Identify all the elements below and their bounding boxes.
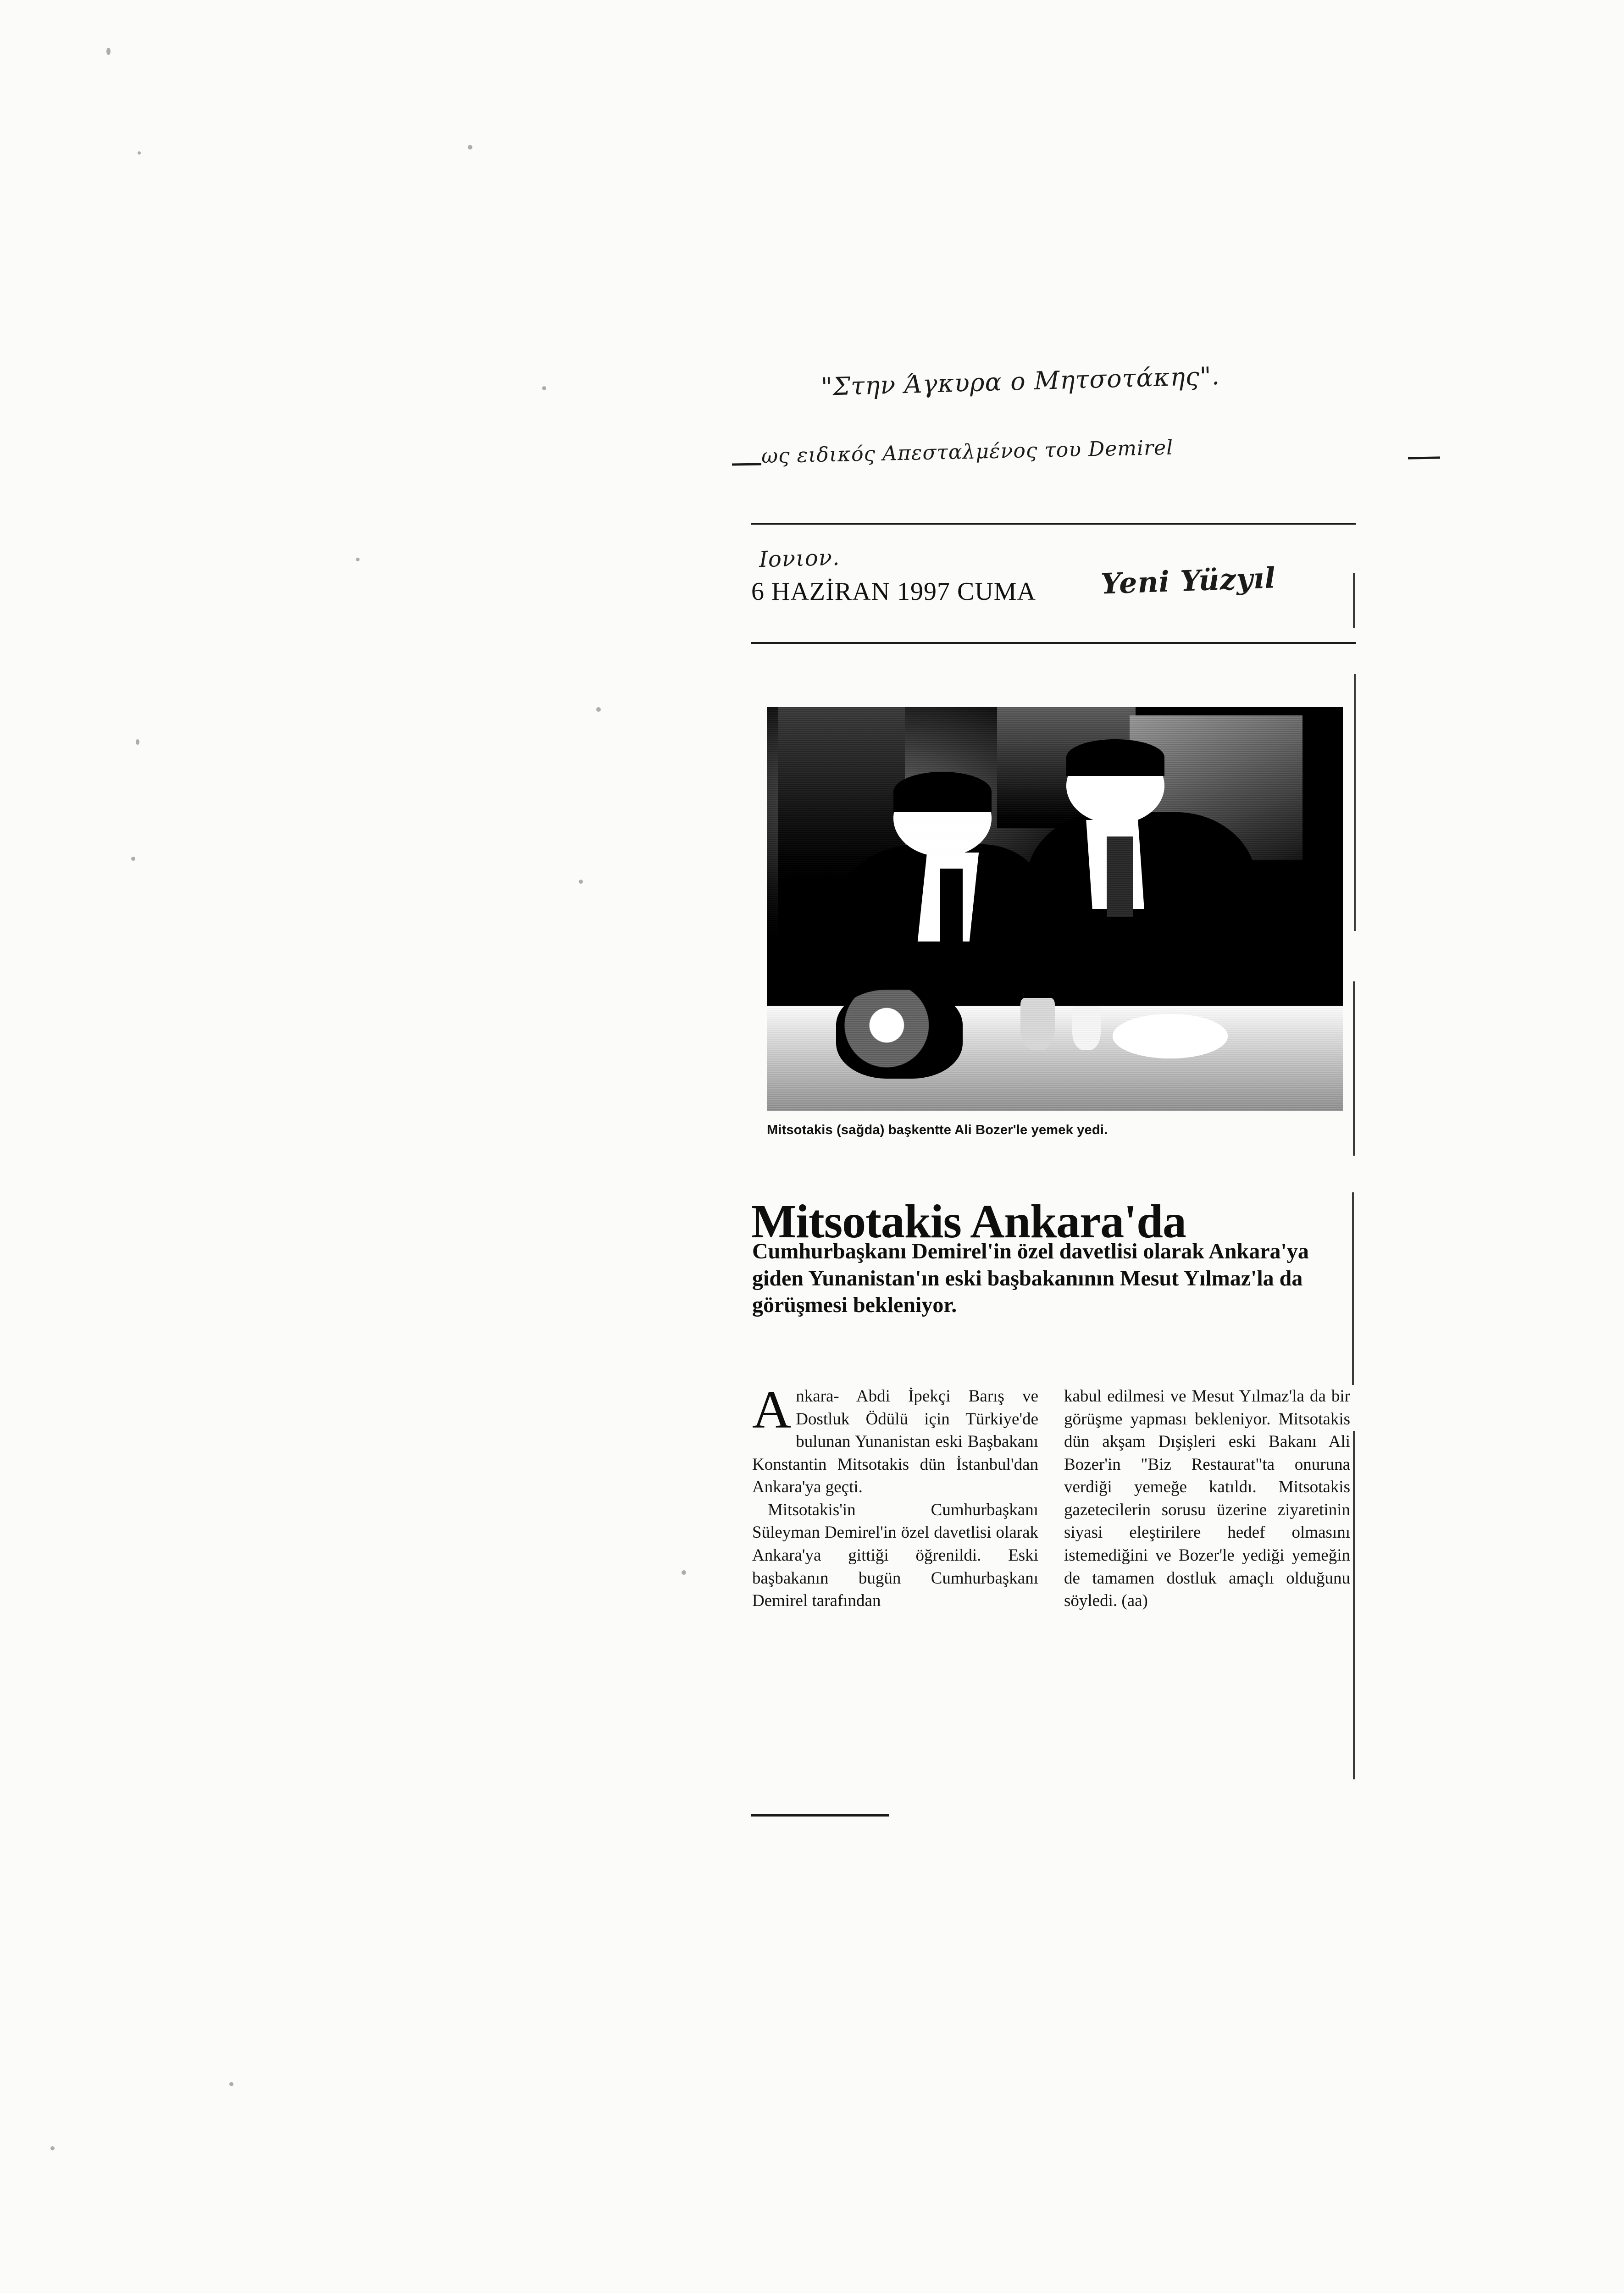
article-body	[752, 1379, 1350, 1612]
clipping-top-rule	[751, 523, 1356, 525]
photo-halftone-grain	[767, 707, 1343, 1111]
paragraph: kabul edilmesi ve Mesut Yılmaz'la da bir görüşme yapması bekleniyor. Mitsotakis dün akşam Dışişleri eski Bakanı Ali Bozer'in "Biz Restaurat"ta onuruna verdiği yemeğe katıldı. Mitsotakis gazetecilerin sorusu üzerine ziyaretinin siyasi eleştirilere hedef olmasını istemediğini ve Bozer'le yediği yemeğin de tamamen dostluk amaçlı olduğunu söyledi. (aa)	[1064, 1387, 1350, 1611]
scan-speck	[596, 707, 601, 712]
handwritten-source-note: Ιονιον.	[759, 544, 840, 573]
scan-speck	[136, 739, 139, 745]
clipping-edge-mark	[1353, 573, 1355, 628]
standfirst: Cumhurbaşkanı Demirel'in özel davetlisi olarak Ankara'ya giden Yunanistan'ın eski başbakanının Mesut Yılmaz'la da görüşmesi bekleniyor.	[752, 1239, 1309, 1318]
scan-speck	[356, 558, 360, 561]
handwritten-dash-right	[1408, 456, 1440, 459]
scan-speck	[138, 151, 141, 155]
scan-speck	[50, 2146, 55, 2150]
article-photo	[767, 707, 1343, 1111]
scan-speck	[131, 857, 135, 861]
headline: Mitsotakis Ankara'da	[751, 1195, 1186, 1248]
photo-base	[767, 707, 1343, 1111]
clipping-edge-mark	[1354, 674, 1356, 931]
scan-speck	[682, 1570, 686, 1575]
scan-speck	[229, 2082, 233, 2086]
clipping-edge-mark	[1353, 981, 1355, 1156]
dropcap: A	[752, 1379, 792, 1440]
scan-speck	[468, 145, 472, 150]
scan-speck	[542, 386, 546, 390]
photo-caption: Mitsotakis (sağda) başkentte Ali Bozer'le yemek yedi.	[767, 1123, 1108, 1137]
article-column-1	[752, 1379, 1038, 1612]
scan-speck	[106, 48, 111, 55]
handwritten-dash-left	[732, 463, 761, 465]
clipping-edge-mark	[1353, 1431, 1355, 1779]
handwritten-note-line1: "Στην Άγκυρα ο Μητσοτάκης".	[820, 361, 1220, 402]
scan-speck	[579, 880, 583, 884]
clipping-bottom-rule	[751, 1814, 889, 1817]
paragraph: Mitsotakis'in Cumhurbaşkanı Süleyman Demirel'in özel davetlisi olarak Ankara'ya gittiği öğrenildi. Eski başbakanın bugün Cumhurbaşkanı Demirel tarafından	[752, 1500, 1038, 1611]
paragraph: nkara- Abdi İpekçi Barış ve Dostluk Ödülü için Türkiye'de bulunan Yunanistan eski Başbakanı Konstantin Mitsotakis dün İstanbul'dan Ankara'ya geçti.	[752, 1387, 1038, 1497]
dateline: 6 HAZİRAN 1997 CUMA	[751, 577, 1036, 606]
handwritten-masthead-note: Yeni Yüzyıl	[1100, 561, 1276, 601]
rule-under-dateline	[751, 642, 1356, 644]
handwritten-note-line2: ως ειδικός Απεσταλμένος του Demirel	[761, 436, 1174, 468]
article-column-2	[1064, 1385, 1350, 1612]
